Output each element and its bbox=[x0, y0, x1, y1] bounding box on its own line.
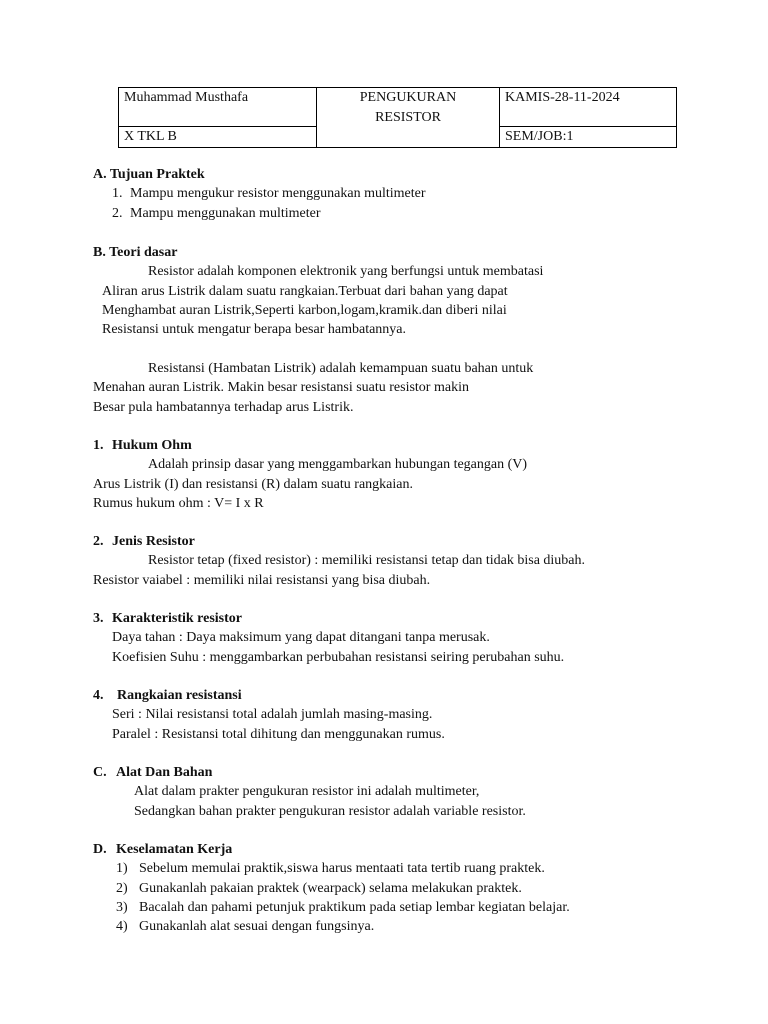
student-name: Muhammad Musthafa bbox=[119, 88, 317, 127]
paragraph-line: Arus Listrik (I) dan resistansi (R) dalam suatu rangkaian. bbox=[93, 476, 413, 492]
paragraph-line: Sedangkan bahan prakter pengukuran resistor adalah variable resistor. bbox=[134, 803, 526, 819]
paragraph-line: Adalah prinsip dasar yang menggambarkan hubungan tegangan (V) bbox=[148, 457, 528, 473]
list-text: Gunakanlah alat sesuai dengan fungsinya. bbox=[139, 919, 375, 935]
heading-number: 1. bbox=[93, 438, 104, 453]
section-b-heading: B. Teori dasar bbox=[93, 245, 178, 260]
heading-text: Alat Dan Bahan bbox=[116, 765, 213, 780]
heading-number: 4. bbox=[93, 688, 104, 703]
paragraph-line: Daya tahan : Daya maksimum yang dapat ditangani tanpa merusak. bbox=[112, 630, 490, 646]
section-d bbox=[93, 840, 693, 936]
section-b-paragraph-2 bbox=[93, 359, 693, 417]
paragraph-line: Resistor tetap (fixed resistor) : memiliki resistansi tetap dan tidak bisa diubah. bbox=[148, 553, 586, 569]
section-a bbox=[93, 165, 693, 223]
heading-number: C. bbox=[93, 765, 107, 780]
paragraph-line: Resistor vaiabel : memiliki nilai resistansi yang bisa diubah. bbox=[93, 572, 431, 588]
list-number: 1. bbox=[112, 186, 123, 202]
list-text: Mampu menggunakan multimeter bbox=[130, 205, 321, 221]
paragraph-line: Besar pula hambatannya terhadap arus Listrik. bbox=[93, 399, 354, 415]
class-cell: X TKL B bbox=[119, 127, 317, 148]
list-item bbox=[93, 898, 693, 917]
hukum-ohm-heading bbox=[93, 436, 693, 455]
karakteristik-heading bbox=[93, 609, 693, 628]
section-d-heading bbox=[93, 840, 693, 859]
section-c bbox=[93, 763, 693, 821]
list-item bbox=[93, 204, 693, 223]
heading-number: 2. bbox=[93, 534, 104, 549]
section-a-heading: A. Tujuan Praktek bbox=[93, 167, 205, 182]
jenis-resistor-heading bbox=[93, 532, 693, 551]
heading-text: Keselamatan Kerja bbox=[116, 842, 233, 857]
heading-number: D. bbox=[93, 842, 107, 857]
heading-text: Karakteristik resistor bbox=[112, 611, 242, 626]
list-text: Sebelum memulai praktik,siswa harus mentaati tata tertib ruang praktek. bbox=[139, 861, 545, 877]
list-text: Mampu mengukur resistor menggunakan multimeter bbox=[130, 186, 426, 202]
sem-job-cell: SEM/JOB:1 bbox=[500, 127, 677, 148]
list-item bbox=[93, 184, 693, 203]
rangkaian-heading bbox=[93, 686, 693, 705]
paragraph-line: Alat dalam prakter pengukuran resistor ini adalah multimeter, bbox=[134, 784, 480, 800]
list-number: 4) bbox=[116, 919, 128, 935]
list-item bbox=[93, 859, 693, 878]
list-number: 1) bbox=[116, 861, 128, 877]
list-item bbox=[93, 917, 693, 936]
list-number: 2) bbox=[116, 880, 128, 896]
paragraph-line: Resistansi untuk mengatur berapa besar hambatannya. bbox=[102, 322, 407, 338]
hukum-ohm-section bbox=[93, 436, 693, 513]
list-text: Gunakanlah pakaian praktek (wearpack) selama melakukan praktek. bbox=[139, 880, 522, 896]
heading-text: Rangkaian resistansi bbox=[117, 688, 242, 703]
heading-text: Jenis Resistor bbox=[112, 534, 195, 549]
paragraph-line: Resistor adalah komponen elektronik yang berfungsi untuk membatasi bbox=[148, 264, 544, 280]
paragraph-line: Koefisien Suhu : menggambarkan perbubahan resistansi seiring perubahan suhu. bbox=[112, 649, 565, 665]
date-cell: KAMIS-28-11-2024 bbox=[500, 88, 677, 127]
paragraph-line: Resistansi (Hambatan Listrik) adalah kemampuan suatu bahan untuk bbox=[148, 361, 534, 376]
section-b bbox=[93, 243, 693, 339]
document-title bbox=[317, 88, 500, 148]
rangkaian-section bbox=[93, 686, 693, 744]
list-number: 2. bbox=[112, 205, 123, 221]
list-number: 3) bbox=[116, 899, 128, 915]
section-c-heading bbox=[93, 763, 693, 782]
heading-text: Hukum Ohm bbox=[112, 438, 192, 453]
jenis-resistor-section bbox=[93, 532, 693, 590]
paragraph-line: Aliran arus Listrik dalam suatu rangkaian.Terbuat dari bahan yang dapat bbox=[102, 283, 508, 299]
list-text: Bacalah dan pahami petunjuk praktikum pada setiap lembar kegiatan belajar. bbox=[139, 899, 570, 915]
karakteristik-section bbox=[93, 609, 693, 667]
list-item bbox=[93, 879, 693, 898]
paragraph-line: Menghambat auran Listrik,Seperti karbon,logam,kramik.dan diberi nilai bbox=[102, 302, 507, 318]
title-line-2: RESISTOR bbox=[375, 109, 441, 125]
paragraph-line: Menahan auran Listrik. Makin besar resistansi suatu resistor makin bbox=[93, 380, 469, 396]
paragraph-line: Seri : Nilai resistansi total adalah jumlah masing-masing. bbox=[112, 707, 433, 723]
paragraph-line: Paralel : Resistansi total dihitung dan menggunakan rumus. bbox=[112, 726, 445, 742]
header-table bbox=[118, 87, 677, 148]
title-line-1: PENGUKURAN bbox=[359, 90, 457, 105]
paragraph-line: Rumus hukum ohm : V= I x R bbox=[93, 495, 264, 511]
heading-number: 3. bbox=[93, 611, 104, 626]
